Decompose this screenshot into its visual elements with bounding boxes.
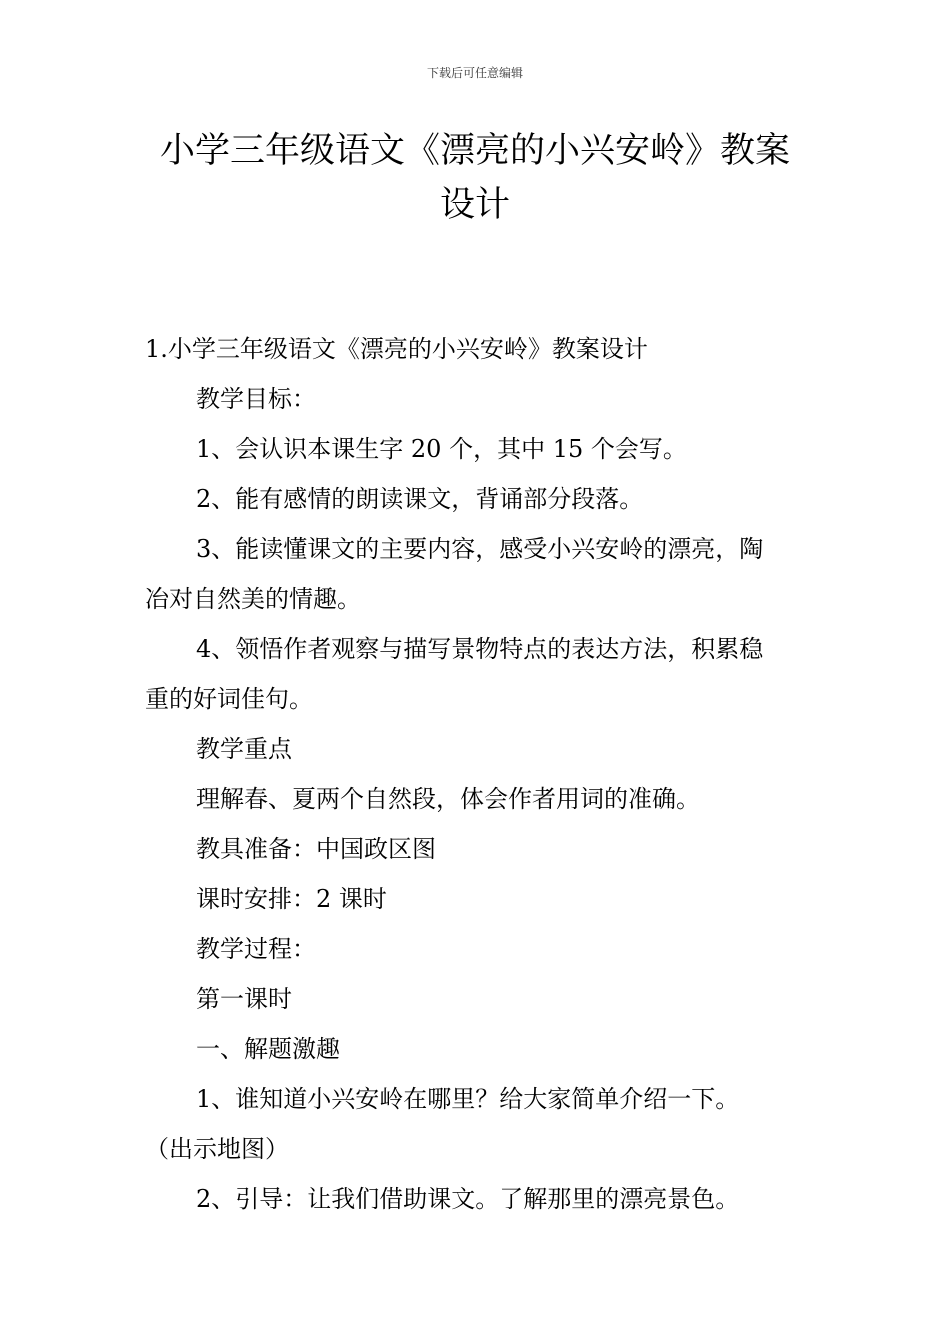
body-line-heading: 1.小学三年级语文《漂亮的小兴安岭》教案设计	[145, 335, 648, 363]
document-title	[130, 124, 820, 232]
body-line-objective-2: 2、能有感情的朗读课文，背诵部分段落。	[196, 485, 644, 513]
body-line-objectives-label: 教学目标：	[196, 385, 316, 413]
body-line-schedule: 课时安排：2 课时	[196, 885, 387, 913]
body-line-step-1: 1、谁知道小兴安岭在哪里？给大家简单介绍一下。	[196, 1085, 740, 1113]
body-line-step-2: 2、引导：让我们借助课文。了解那里的漂亮景色。	[196, 1185, 740, 1213]
header-note: 下载后可任意编辑	[426, 66, 523, 80]
body-line-objective-4: 4、领悟作者观察与描写景物特点的表达方法，积累稳	[196, 635, 764, 663]
body-line-process-label: 教学过程：	[196, 935, 316, 963]
body-line-key-points-label: 教学重点	[196, 735, 292, 763]
body-line-materials: 教具准备：中国政区图	[196, 835, 436, 863]
body-line-objective-1: 1、会认识本课生字 20 个，其中 15 个会写。	[196, 435, 687, 463]
body-line-first-lesson: 第一课时	[196, 985, 292, 1013]
body-line-key-points: 理解春、夏两个自然段，体会作者用词的准确。	[196, 785, 700, 813]
body-line-objective-4-cont: 重的好词佳句。	[145, 685, 313, 713]
body-line-objective-3: 3、能读懂课文的主要内容，感受小兴安岭的漂亮，陶	[196, 535, 764, 563]
body-line-section-1: 一、解题激趣	[196, 1035, 340, 1063]
title-line-2: 设计	[439, 185, 510, 225]
title-line-1: 小学三年级语文《漂亮的小兴安岭》教案	[159, 131, 790, 171]
body-line-step-1-cont: （出示地图）	[145, 1135, 289, 1163]
body-line-objective-3-cont: 冶对自然美的情趣。	[145, 585, 361, 613]
